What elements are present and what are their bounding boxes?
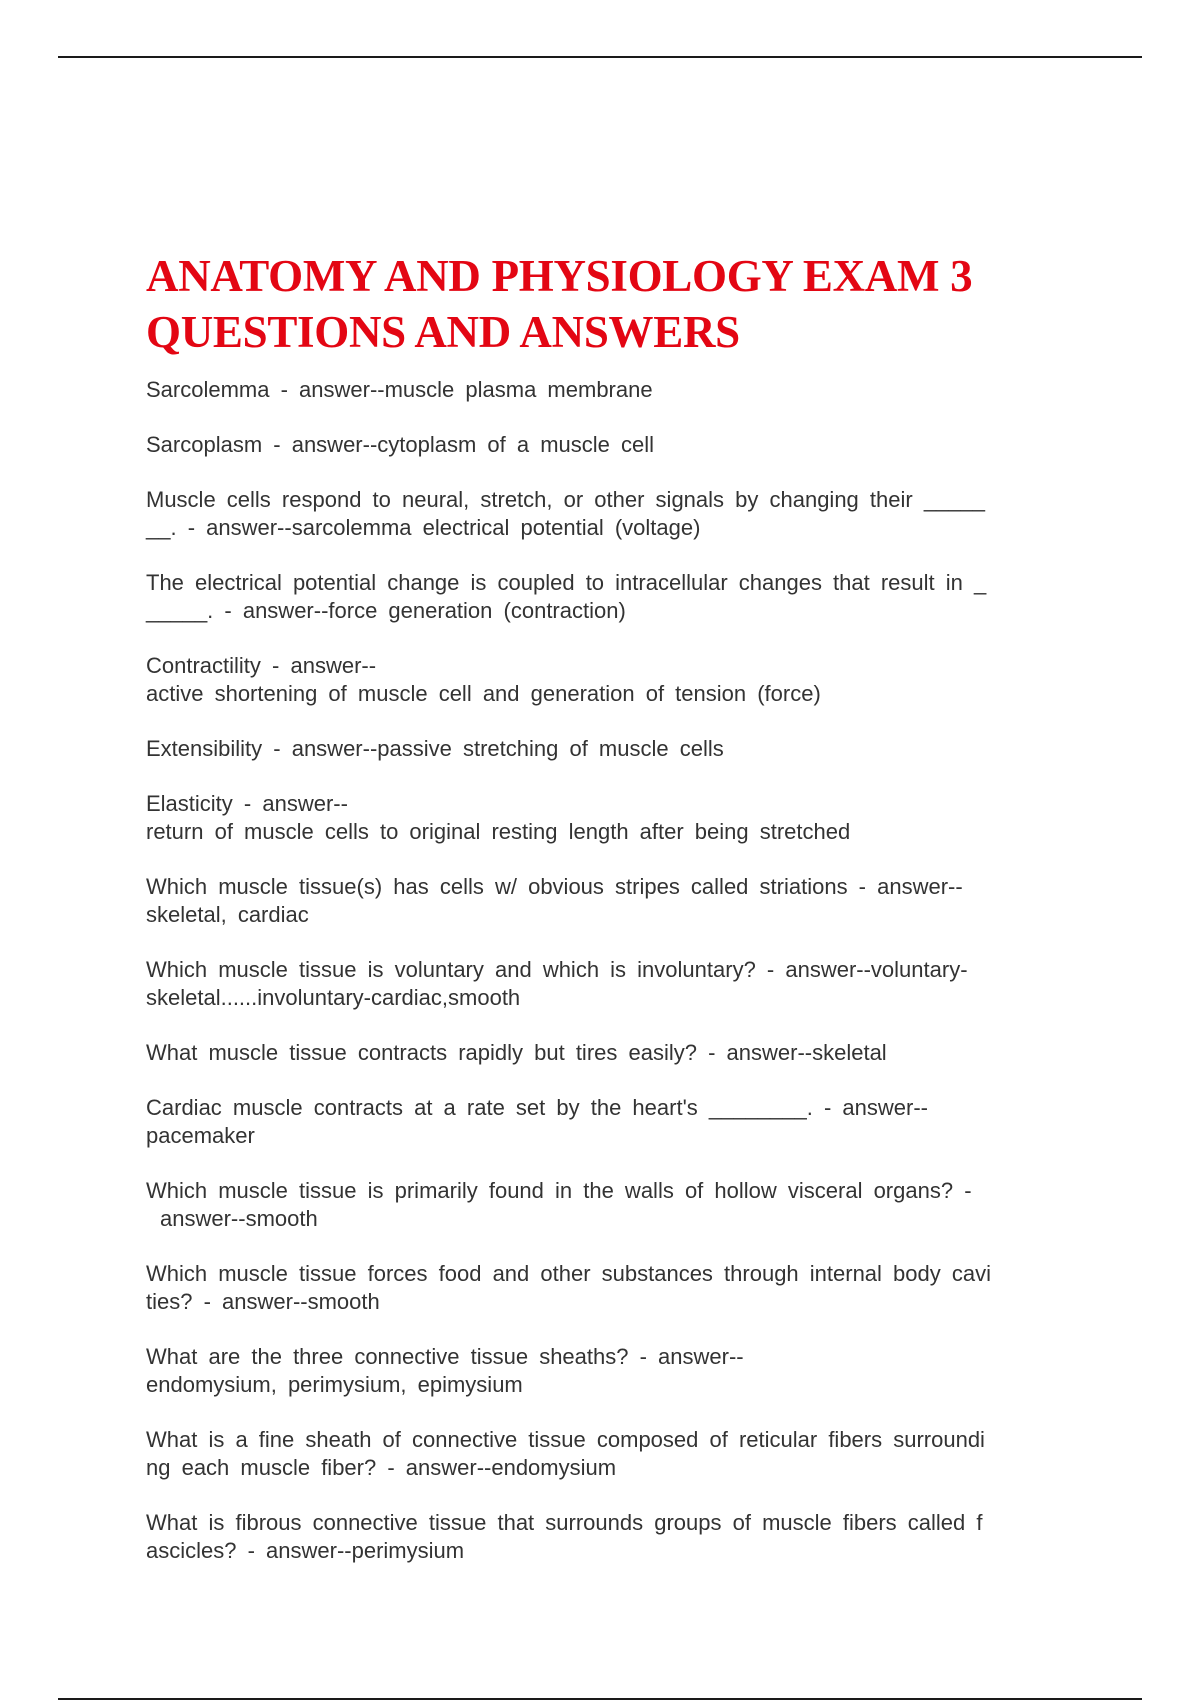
title-line-1: ANATOMY AND PHYSIOLOGY EXAM 3 <box>146 251 973 301</box>
qa-item <box>146 1094 1086 1150</box>
qa-line: Cardiac muscle contracts at a rate set by the heart's ________. - answer-- <box>146 1095 928 1120</box>
qa-line: ng each muscle fiber? - answer--endomysium <box>146 1455 617 1480</box>
qa-item <box>146 1509 1086 1565</box>
qa-line: Extensibility - answer--passive stretching of muscle cells <box>146 736 724 761</box>
qa-item <box>146 1039 1086 1067</box>
qa-line: Muscle cells respond to neural, stretch, or other signals by changing their _____ <box>146 487 985 512</box>
qa-line: ties? - answer--smooth <box>146 1289 380 1314</box>
qa-line: pacemaker <box>146 1123 255 1148</box>
qa-item <box>146 652 1086 708</box>
document-body <box>146 248 1086 1592</box>
qa-line: active shortening of muscle cell and generation of tension (force) <box>146 681 821 706</box>
qa-line: What is a fine sheath of connective tissue composed of reticular fibers surroundi <box>146 1427 985 1452</box>
qa-line: Which muscle tissue is voluntary and which is involuntary? - answer--voluntary- <box>146 957 968 982</box>
title-line-2: QUESTIONS AND ANSWERS <box>146 307 740 357</box>
qa-line: Which muscle tissue is primarily found in the walls of hollow visceral organs? - <box>146 1178 972 1203</box>
qa-line: endomysium, perimysium, epimysium <box>146 1372 523 1397</box>
qa-line: Elasticity - answer-- <box>146 791 348 816</box>
qa-line: Sarcolemma - answer--muscle plasma membrane <box>146 377 653 402</box>
qa-line: What is fibrous connective tissue that surrounds groups of muscle fibers called f <box>146 1510 983 1535</box>
qa-item <box>146 873 1086 929</box>
qa-item <box>146 569 1086 625</box>
qa-line: return of muscle cells to original resting length after being stretched <box>146 819 851 844</box>
qa-line: The electrical potential change is coupled to intracellular changes that result in _ <box>146 570 987 595</box>
qa-line: _____. - answer--force generation (contraction) <box>146 598 626 623</box>
document-title <box>146 248 1086 360</box>
qa-item <box>146 431 1086 459</box>
qa-line: skeletal, cardiac <box>146 902 309 927</box>
qa-item <box>146 735 1086 763</box>
qa-line: Sarcoplasm - answer--cytoplasm of a muscle cell <box>146 432 655 457</box>
qa-line: skeletal......involuntary-cardiac,smooth <box>146 985 521 1010</box>
qa-line: Which muscle tissue forces food and other substances through internal body cavi <box>146 1261 991 1286</box>
qa-line: What are the three connective tissue sheaths? - answer-- <box>146 1344 744 1369</box>
qa-item <box>146 1343 1086 1399</box>
qa-line: ascicles? - answer--perimysium <box>146 1538 465 1563</box>
qa-line: Which muscle tissue(s) has cells w/ obvious stripes called striations - answer-- <box>146 874 963 899</box>
qa-item <box>146 376 1086 404</box>
qa-item <box>146 790 1086 846</box>
qa-line: __. - answer--sarcolemma electrical potential (voltage) <box>146 515 701 540</box>
qa-item <box>146 956 1086 1012</box>
qa-item <box>146 486 1086 542</box>
qa-item <box>146 1260 1086 1316</box>
qa-line: Contractility - answer-- <box>146 653 377 678</box>
qa-item <box>146 1426 1086 1482</box>
top-rule <box>58 56 1142 58</box>
qa-line: answer--smooth <box>160 1206 318 1231</box>
qa-line: What muscle tissue contracts rapidly but tires easily? - answer--skeletal <box>146 1040 887 1065</box>
qa-item <box>146 1177 1086 1233</box>
